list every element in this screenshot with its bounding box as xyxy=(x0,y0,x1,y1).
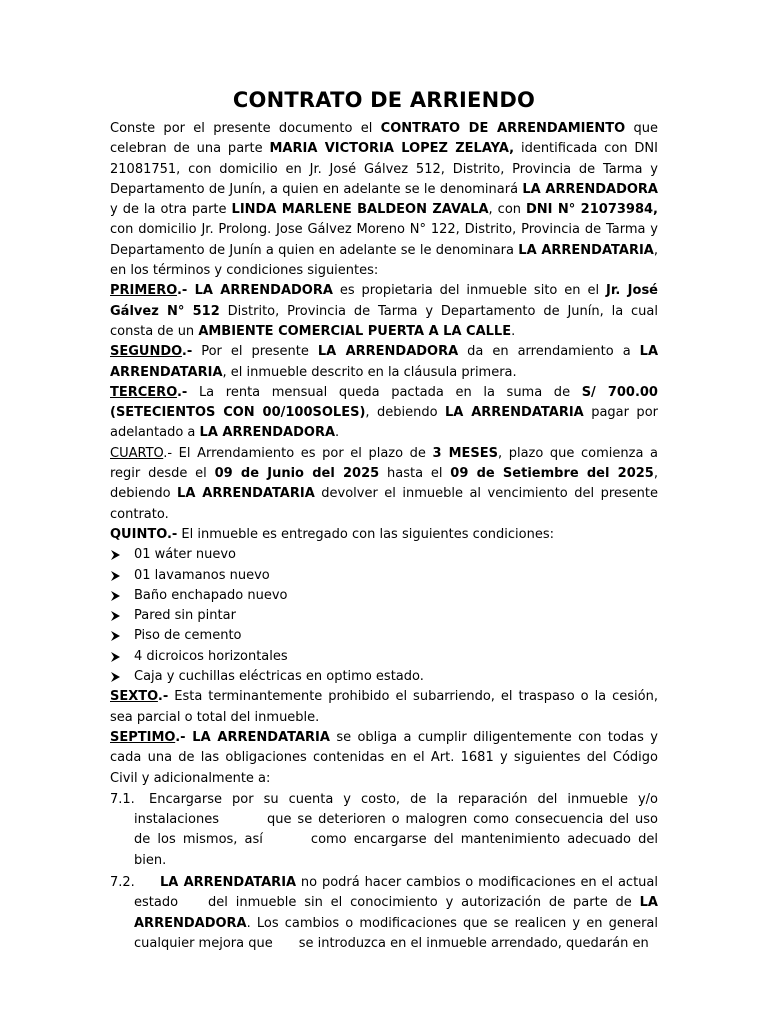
subclause-number: 7.1. xyxy=(110,791,135,807)
clause-text: Distrito, Provincia de Tarma y Departamento de Junín, la cual consta de un xyxy=(110,303,659,339)
lease-start-date: 09 de Junio del 2025 xyxy=(214,466,380,482)
condition-text: Baño enchapado nuevo xyxy=(134,587,288,603)
clause-separator: .- xyxy=(157,689,169,705)
condition-text: 01 lavamanos nuevo xyxy=(134,567,270,583)
lessor-role: LA ARRENDADORA xyxy=(522,181,658,197)
clause-segundo xyxy=(110,342,658,383)
lease-term: 3 MESES xyxy=(432,445,498,461)
party-role: LA ARRENDATARIA xyxy=(160,874,297,890)
clause-text: El inmueble es entregado con las siguientes condiciones: xyxy=(177,526,554,542)
clause-text: , el inmueble descrito en la cláusula primera. xyxy=(222,364,517,380)
intro-text: Conste por el presente documento el xyxy=(110,121,381,136)
condition-item xyxy=(110,566,658,586)
subclause-7-2 xyxy=(110,873,658,954)
party-role: LA ARRENDADORA xyxy=(317,344,459,360)
condition-item xyxy=(110,647,658,667)
contract-type: CONTRATO DE ARRENDAMIENTO xyxy=(380,121,626,136)
clause-text: La renta mensual queda pactada en la suma de xyxy=(187,384,582,400)
clause-text: da en arrendamiento a xyxy=(458,344,640,360)
subclause-7-1 xyxy=(110,790,658,871)
clause-text: , plazo que comienza a regir desde el xyxy=(110,445,658,482)
clause-septimo xyxy=(110,728,658,789)
party-role: LA ARRENDATARIA xyxy=(110,344,659,380)
subclause-text: no podrá hacer cambios o modificaciones en el actual estado xyxy=(134,874,658,911)
subclause-text: se introduzca en el inmueble arrendado, quedarán en xyxy=(298,935,649,951)
document-body xyxy=(110,119,658,954)
condition-item xyxy=(110,626,658,646)
clause-separator: .- xyxy=(163,445,173,461)
subclause-text: . Los cambios o modificaciones que se realicen y en general cualquier mejora que xyxy=(134,915,658,951)
party-role: LA ARRENDATARIA xyxy=(177,486,315,502)
clause-text: devolver el inmueble al vencimiento del presente contrato. xyxy=(110,486,658,522)
condition-text: 4 dicroicos horizontales xyxy=(134,648,288,664)
party-role: LA ARRENDATARIA xyxy=(192,729,330,745)
property-address: Jr. José Gálvez N° 512 xyxy=(110,283,658,319)
condition-item xyxy=(110,606,658,626)
clause-text: se obliga a cumplir diligentemente con todas y cada una de las obligaciones contenidas en el Art. 1681 y siguientes del Código Civil y adicionalmente a: xyxy=(110,729,658,786)
clause-heading: PRIMERO xyxy=(110,283,177,299)
condition-text: Piso de cemento xyxy=(134,628,242,644)
clause-text: hasta el xyxy=(379,466,451,482)
lessor-name: MARIA VICTORIA LOPEZ ZELAYA, xyxy=(269,141,515,157)
condition-text: Caja y cuchillas eléctricas en optimo estado. xyxy=(134,669,424,685)
lessee-name: LINDA MARLENE BALDEON ZAVALA xyxy=(231,202,489,218)
intro-paragraph xyxy=(110,119,658,281)
property-description: AMBIENTE COMERCIAL PUERTA A LA CALLE xyxy=(198,323,512,339)
clause-heading: CUARTO xyxy=(110,445,164,461)
clause-primero xyxy=(110,281,658,342)
clause-text: es propietaria del inmueble sito en el xyxy=(332,283,607,299)
intro-text: y de la otra parte xyxy=(110,202,232,218)
clause-heading: SEXTO xyxy=(110,689,158,705)
condition-text: 01 wáter nuevo xyxy=(134,547,236,563)
intro-text: identificada con DNI 21081751, con domicilio en Jr. José Gálvez 512, Distrito, Provincia de Tarma y Departamento de Junín, a quien en adelante se le denominará xyxy=(110,141,658,197)
intro-text: , en los términos y condiciones siguientes: xyxy=(110,242,658,279)
clause-text: Esta terminantemente prohibido el subarriendo, el traspaso o la cesión, sea parcial o total del inmueble. xyxy=(110,689,658,725)
document-title: CONTRATO DE ARRIENDO xyxy=(232,88,536,112)
subclause-number: 7.2. xyxy=(110,874,135,890)
clause-text: . xyxy=(335,425,340,441)
intro-text: que celebran de una parte xyxy=(110,121,658,157)
clause-heading: TERCERO xyxy=(110,384,177,400)
clause-text: Por el presente xyxy=(192,344,318,360)
clause-sexto xyxy=(110,687,658,728)
party-role: LA ARRENDADORA xyxy=(194,283,333,299)
clause-heading: SEGUNDO xyxy=(110,344,182,360)
clause-tercero xyxy=(110,383,658,444)
clause-text: El Arrendamiento es por el plazo de xyxy=(172,445,433,461)
clause-text: , debiendo xyxy=(110,466,658,502)
intro-text: , con xyxy=(488,202,527,218)
lessee-dni: DNI N° 21073984, xyxy=(526,202,658,218)
subclause-text: Encargarse por su cuenta y costo, de la reparación del inmueble y/o instalaciones xyxy=(134,791,658,828)
clause-separator: .- xyxy=(181,344,193,360)
clause-text: pagar por adelantado a xyxy=(110,405,658,441)
condition-item xyxy=(110,667,658,687)
clause-heading: SEPTIMO xyxy=(110,729,176,745)
rent-amount: S/ 700.00 (SETECIENTOS CON 00/100SOLES) xyxy=(110,384,658,421)
party-role: LA ARRENDATARIA xyxy=(445,405,584,421)
conditions-list xyxy=(110,545,658,687)
subclause-text: que se deterioren o malogren como consecuencia del uso de los mismos, así xyxy=(134,812,658,848)
condition-item xyxy=(110,586,658,606)
subclause-text: como encargarse del mantenimiento adecuado del bien. xyxy=(134,832,658,868)
clause-cuarto xyxy=(110,444,658,525)
clause-separator: .- xyxy=(176,384,188,400)
lessee-role: LA ARRENDATARIA xyxy=(518,242,654,258)
clause-text: , debiendo xyxy=(365,405,446,421)
subclause-text: del inmueble sin el conocimiento y autorización de parte de xyxy=(208,895,640,911)
party-role: LA ARRENDADORA xyxy=(199,425,336,441)
party-role: LA ARRENDADORA xyxy=(134,895,658,931)
clause-separator: .- xyxy=(176,283,195,299)
clause-heading: QUINTO.- xyxy=(110,526,178,542)
clause-separator: .- xyxy=(175,729,193,745)
clause-quinto xyxy=(110,525,658,545)
intro-text: con domicilio Jr. Prolong. Jose Gálvez Moreno N° 122, Distrito, Provincia de Tarma y Departamento de Junín a quien en adelante se le denominara xyxy=(110,222,658,258)
condition-item xyxy=(110,545,658,565)
clause-text: . xyxy=(511,323,516,339)
arrowhead-bullet-icon xyxy=(110,667,121,690)
condition-text: Pared sin pintar xyxy=(134,608,236,624)
lease-end-date: 09 de Setiembre del 2025 xyxy=(450,466,654,482)
